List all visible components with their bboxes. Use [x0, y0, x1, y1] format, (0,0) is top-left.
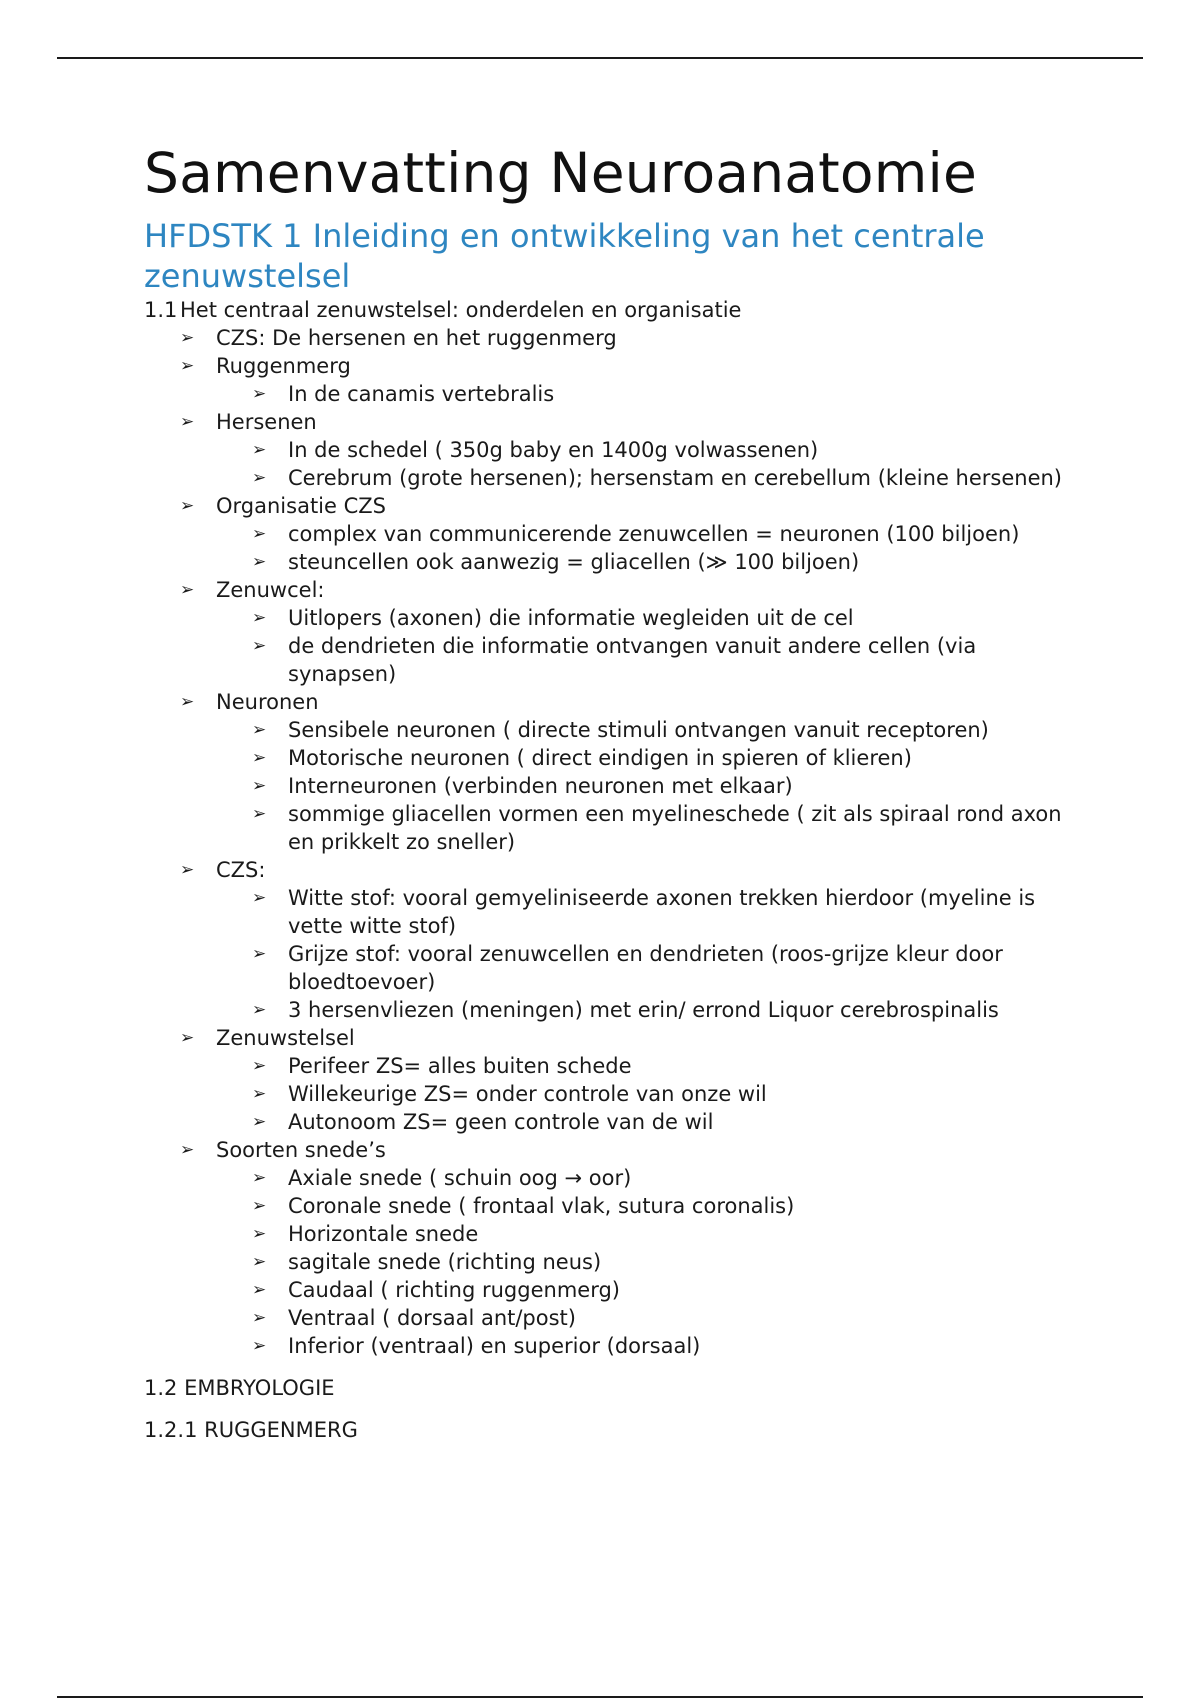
sub-list-item	[144, 1248, 1074, 1276]
list-item	[144, 492, 1074, 520]
section-1-1-heading	[144, 296, 1074, 324]
list-item	[144, 1024, 1074, 1052]
section-1-2-heading: 1.2 EMBRYOLOGIE	[144, 1376, 335, 1400]
sub-list-item	[144, 464, 1074, 492]
sub-list-item-text: sagitale snede (richting neus)	[288, 1250, 602, 1274]
arrow-bullet-icon: ➢	[252, 440, 267, 460]
list-item-text: CZS: De hersenen en het ruggenmerg	[216, 326, 617, 350]
list-item	[144, 856, 1074, 884]
arrow-bullet-icon: ➢	[252, 552, 267, 572]
arrow-bullet-icon: ➢	[252, 944, 267, 964]
sub-list-item-text: Caudaal ( richting ruggenmerg)	[288, 1278, 620, 1302]
arrow-bullet-icon: ➢	[180, 1028, 195, 1048]
arrow-bullet-icon: ➢	[252, 1000, 267, 1020]
sub-list-item-text: Interneuronen (verbinden neuronen met elkaar)	[288, 774, 793, 798]
sub-list-item	[144, 1164, 1074, 1192]
arrow-bullet-icon: ➢	[180, 356, 195, 376]
list-item-text: Ruggenmerg	[216, 354, 351, 378]
arrow-bullet-icon: ➢	[252, 888, 267, 908]
arrow-bullet-icon: ➢	[252, 1056, 267, 1076]
sub-list-item-text: Motorische neuronen ( direct eindigen in spieren of klieren)	[288, 746, 912, 770]
sub-list-item-text: Coronale snede ( frontaal vlak, sutura coronalis)	[288, 1194, 795, 1218]
sub-list-item	[144, 716, 1074, 744]
list-item-text: Zenuwstelsel	[216, 1026, 355, 1050]
arrow-bullet-icon: ➢	[252, 608, 267, 628]
sub-list-item-text: Sensibele neuronen ( directe stimuli ontvangen vanuit receptoren)	[288, 718, 989, 742]
arrow-bullet-icon: ➢	[252, 776, 267, 796]
sub-list-item	[144, 604, 1074, 632]
arrow-bullet-icon: ➢	[252, 720, 267, 740]
sub-list-item	[144, 380, 1074, 408]
list-item	[144, 408, 1074, 436]
arrow-bullet-icon: ➢	[252, 524, 267, 544]
arrow-bullet-icon: ➢	[252, 1196, 267, 1216]
sub-list-item	[144, 940, 1074, 996]
sub-list-item-text: Perifeer ZS= alles buiten schede	[288, 1054, 632, 1078]
sub-list	[144, 1052, 1074, 1136]
sub-list-item	[144, 772, 1074, 800]
sub-list-item-text: sommige gliacellen vormen een myelineschede ( zit als spiraal rond axon en prikkelt zo sneller)	[288, 802, 1062, 854]
sub-list-item	[144, 1080, 1074, 1108]
sub-list-item	[144, 884, 1074, 940]
arrow-bullet-icon: ➢	[252, 1280, 267, 1300]
sub-list-item-text: Willekeurige ZS= onder controle van onze wil	[288, 1082, 767, 1106]
sub-list-item	[144, 436, 1074, 464]
section-1-1-number: 1.1	[144, 298, 178, 322]
sub-list-item	[144, 520, 1074, 548]
arrow-bullet-icon: ➢	[252, 748, 267, 768]
sub-list-item	[144, 548, 1074, 576]
top-rule	[57, 57, 1143, 59]
sub-list-item-text: Ventraal ( dorsaal ant/post)	[288, 1306, 576, 1330]
section-1-1-label: Het centraal zenuwstelsel: onderdelen en organisatie	[180, 298, 742, 322]
list-item-text: Neuronen	[216, 690, 319, 714]
bullet-outline	[144, 324, 1074, 1360]
section-1-2-1-heading: 1.2.1 RUGGENMERG	[144, 1418, 358, 1442]
sub-list-item-text: In de canamis vertebralis	[288, 382, 555, 406]
arrow-bullet-icon: ➢	[252, 468, 267, 488]
list-item	[144, 352, 1074, 380]
list-item	[144, 688, 1074, 716]
arrow-bullet-icon: ➢	[252, 1224, 267, 1244]
sub-list-item-text: 3 hersenvliezen (meningen) met erin/ errond Liquor cerebrospinalis	[288, 998, 999, 1022]
sub-list	[144, 604, 1074, 688]
sub-list-item-text: Autonoom ZS= geen controle van de wil	[288, 1110, 714, 1134]
sub-list-item-text: Witte stof: vooral gemyeliniseerde axonen trekken hierdoor (myeline is vette witte stof)	[288, 886, 1036, 938]
document-title: Samenvatting Neuroanatomie	[144, 141, 978, 205]
sub-list-item	[144, 744, 1074, 772]
sub-list	[144, 436, 1074, 492]
arrow-bullet-icon: ➢	[252, 636, 267, 656]
arrow-bullet-icon: ➢	[252, 1308, 267, 1328]
sub-list-item-text: Cerebrum (grote hersenen); hersenstam en cerebellum (kleine hersenen)	[288, 466, 1062, 490]
arrow-bullet-icon: ➢	[180, 328, 195, 348]
arrow-bullet-icon: ➢	[180, 496, 195, 516]
arrow-bullet-icon: ➢	[252, 1084, 267, 1104]
list-item	[144, 1136, 1074, 1164]
arrow-bullet-icon: ➢	[180, 412, 195, 432]
arrow-bullet-icon: ➢	[180, 692, 195, 712]
arrow-bullet-icon: ➢	[252, 1336, 267, 1356]
document-body	[144, 138, 1074, 1444]
sub-list-item-text: Grijze stof: vooral zenuwcellen en dendrieten (roos-grijze kleur door bloedtoevoer)	[288, 942, 1003, 994]
arrow-bullet-icon: ➢	[180, 580, 195, 600]
arrow-bullet-icon: ➢	[252, 1168, 267, 1188]
sub-list-item	[144, 1304, 1074, 1332]
arrow-bullet-icon: ➢	[252, 804, 267, 824]
sub-list	[144, 884, 1074, 1024]
list-item-text: Soorten snede’s	[216, 1138, 386, 1162]
sub-list	[144, 380, 1074, 408]
sub-list	[144, 716, 1074, 856]
bottom-rule	[57, 1696, 1143, 1698]
sub-list	[144, 1164, 1074, 1360]
arrow-bullet-icon: ➢	[252, 1252, 267, 1272]
sub-list-item	[144, 1192, 1074, 1220]
list-item-text: Hersenen	[216, 410, 317, 434]
sub-list-item	[144, 1332, 1074, 1360]
sub-list-item-text: Horizontale snede	[288, 1222, 479, 1246]
sub-list-item-text: de dendrieten die informatie ontvangen vanuit andere cellen (via synapsen)	[288, 634, 977, 686]
sub-list-item-text: complex van communicerende zenuwcellen = neuronen (100 biljoen)	[288, 522, 1020, 546]
sub-list-item	[144, 1052, 1074, 1080]
sub-list-item-text: In de schedel ( 350g baby en 1400g volwassenen)	[288, 438, 819, 462]
sub-list-item	[144, 800, 1074, 856]
arrow-bullet-icon: ➢	[180, 860, 195, 880]
sub-list-item	[144, 1220, 1074, 1248]
list-item	[144, 576, 1074, 604]
sub-list-item	[144, 1108, 1074, 1136]
chapter-heading: HFDSTK 1 Inleiding en ontwikkeling van het centrale zenuwstelsel	[144, 217, 985, 295]
list-item	[144, 324, 1074, 352]
sub-list-item	[144, 996, 1074, 1024]
list-item-text: CZS:	[216, 858, 266, 882]
sub-list-item-text: Inferior (ventraal) en superior (dorsaal)	[288, 1334, 701, 1358]
list-item-text: Organisatie CZS	[216, 494, 386, 518]
arrow-bullet-icon: ➢	[180, 1140, 195, 1160]
sub-list-item-text: Uitlopers (axonen) die informatie wegleiden uit de cel	[288, 606, 854, 630]
sub-list-item-text: steuncellen ook aanwezig = gliacellen (≫ 100 biljoen)	[288, 550, 860, 574]
arrow-bullet-icon: ➢	[252, 384, 267, 404]
sub-list-item	[144, 1276, 1074, 1304]
arrow-bullet-icon: ➢	[252, 1112, 267, 1132]
sub-list-item-text: Axiale snede ( schuin oog → oor)	[288, 1166, 632, 1190]
list-item-text: Zenuwcel:	[216, 578, 325, 602]
sub-list	[144, 520, 1074, 576]
sub-list-item	[144, 632, 1074, 688]
